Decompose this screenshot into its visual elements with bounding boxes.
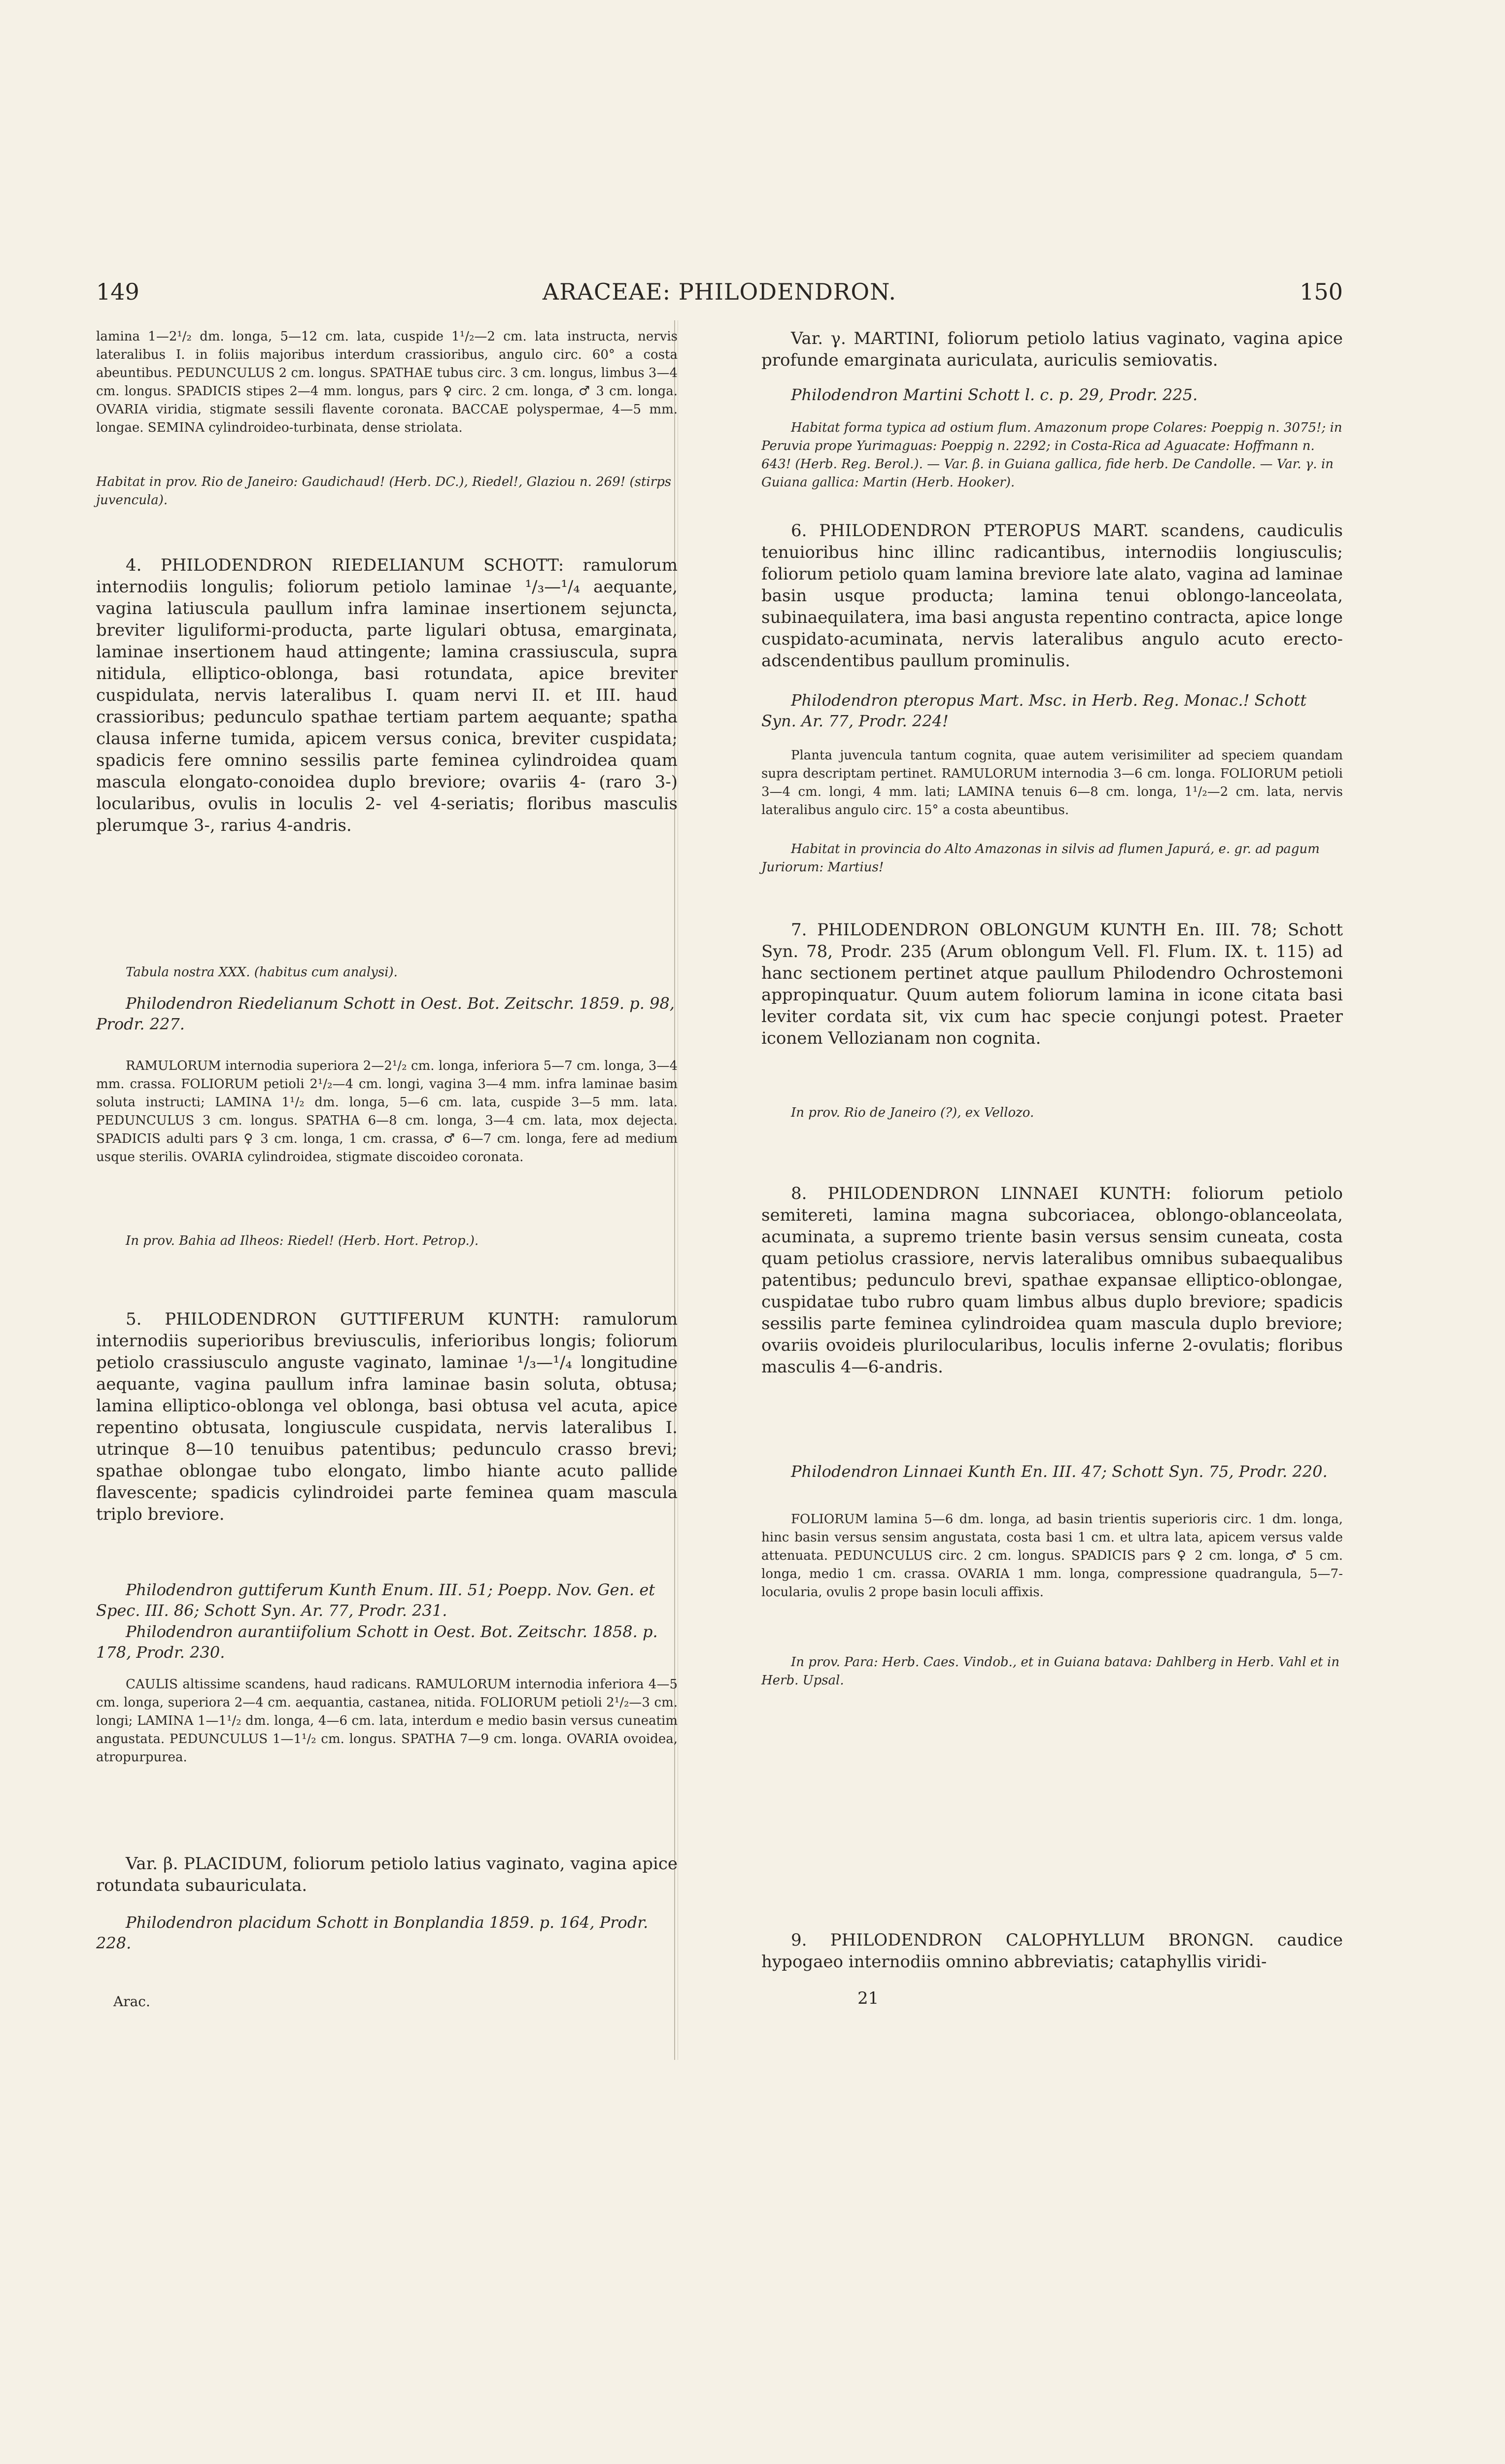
measurements-linnaei: FOLIORUM lamina 5—6 dm. longa, ad basin trientis superioris circ. 1 dm. longa, hinc basin versus sensim angustata, costa basi 1 cm. et ultra lata, apicem versus valde attenuata. PEDUNCULUS circ. 2 cm. longus. SPADICIS pars ♀ 2 cm. longa, ♂ 5 cm. longa, medio 1 cm. crassa. OVARIA 1 mm. longa, compressione quadrangula, 5—7-locularia, ovulis 2 prope basin loculi affixis. <box>761 1512 1343 1600</box>
signature-number: 21 <box>857 1988 879 2008</box>
synonym-citation-linnaei: Philodendron Linnaei Kunth En. III. 47; Schott Syn. 75, Prodr. 220. <box>791 1462 1328 1481</box>
synonym-citation-pteropus: Philodendron pteropus Mart. Msc. in Herb. Reg. Monac.! Schott Syn. Ar. 77, Prodr. 224! <box>761 691 1307 730</box>
measurements: RAMULORUM internodia superiora 2—2¹/₂ cm. longa, inferiora 5—7 cm. longa, 3—4 mm. crassa. FOLIORUM petioli 2¹/₂—4 cm. longi, vagina 3—4 mm. infra laminae basim soluta instructi; LAMINA 1¹/₂ dm. longa, 5—6 cm. lata, cuspide 3—5 mm. lata. PEDUNCULUS 3 cm. longus. SPATHA 6—8 cm. longa, 3—4 cm. lata, mox dejecta. SPADICIS adulti pars ♀ 3 cm. longa, 1 cm. crassa, ♂ 6—7 cm. longa, fere ad medium usque sterilis. OVARIA cylindroidea, stigmate discoideo coronata. <box>96 1059 678 1164</box>
synonym-citation-guttiferum: Philodendron guttiferum Kunth Enum. III. 51; Poepp. Nov. Gen. et Spec. III. 86; Schott Syn. Ar. 77, Prodr. 231. <box>96 1580 655 1620</box>
habitat-note-guttiferum: Habitat forma typica ad ostium flum. Amazonum prope Colares: Poeppig n. 3075!; in Peruvia prope Yurimaguas: Poeppig n. 2292; in Costa-Rica ad Aguacate: Hoffmann n. 643! (Herb. Reg. Berol.). — Var. β. in Guiana gallica, fide herb. De Candolle. — Var. γ. in Guiana gallica: Martin (Herb. Hooker). <box>761 420 1342 490</box>
species-4-description: 4. PHILODENDRON RIEDELIANUM SCHOTT: ramulorum internodiis longulis; foliorum petiolo laminae ¹/₃—¹/₄ aequante, vagina latiuscula paullum infra laminae insertionem sejuncta, breviter liguliformi-producta, parte ligulari obtusa, emarginata, laminae insertionem haud attingente; lamina crassiuscula, supra nitidula, elliptico-oblonga, basi rotundata, apice breviter cuspidulata, nervis lateralibus I. quam nervi II. et III. haud crassioribus; pedunculo spathae tertiam partem aequante; spatha clausa inferne tumida, apicem versus conica, breviter cuspidata; spadicis fere omnino sessilis parte feminea cylindroidea quam mascula elongato-conoidea duplo breviore; ovariis 4- (raro 3-) locularibus, ovulis in loculis 2- vel 4-seriatis; floribus masculis plerumque 3-, rarius 4-andris. <box>96 555 678 835</box>
measurements-guttiferum: CAULIS altissime scandens, haud radicans. RAMULORUM internodia inferiora 4—5 cm. longa, superiora 2—4 cm. aequantia, castanea, nitida. FOLIORUM petioli 2¹/₂—3 cm. longi; LAMINA 1—1¹/₂ dm. longa, 4—6 cm. lata, interdum e medio basin versus cuneatim angustata. PEDUNCULUS 1—1¹/₂ cm. longus. SPATHA 7—9 cm. longa. OVARIA ovoidea, atropurpurea. <box>96 1677 678 1765</box>
synonym-citation-aurantiifolium: Philodendron aurantiifolium Schott in Oest. Bot. Zeitschr. 1858. p. 178, Prodr. 230. <box>96 1622 658 1662</box>
species-7-description: 7. PHILODENDRON OBLONGUM KUNTH En. III. 78; Schott Syn. 78, Prodr. 235 (Arum oblongum Vell. Fl. Flum. IX. t. 115) ad hanc sectionem pertinet atque paullum Philodendro Ochrostemoni appropinquatur. Quum autem foliorum lamina in icone citata basi leviter cordata sit, vix cum hac specie conjungi potest. Praeter iconem Vellozianam non cognita. <box>761 920 1343 1048</box>
locality-linnaei: In prov. Para: Herb. Caes. Vindob., et in Guiana batava: Dahlberg in Herb. Vahl et in Herb. Upsal. <box>761 1655 1340 1688</box>
page-number-right: 150 <box>1300 278 1343 305</box>
species-8-description: 8. PHILODENDRON LINNAEI KUNTH: foliorum petiolo semitereti, lamina magna subcoriacea, oblongo-oblanceolata, acuminata, a supremo triente basin versus sensim cuneata, costa quam petiolus crassiore, nervis lateralibus omnibus subaequalibus patentibus; pedunculo brevi, spathae expansae elliptico-oblongae, cuspidatae tubo rubro quam limbus albus duplo breviore; spadicis sessilis parte feminea cylindroidea quam mascula duplo breviore; ovariis ovoideis plurilocularibus, loculis inferne 2-ovulatis; floribus masculis 4—6-andris. <box>761 1184 1343 1377</box>
description-continued: lamina 1—2¹/₂ dm. longa, 5—12 cm. lata, cuspide 1¹/₂—2 cm. lata instructa, nervis lateralibus I. in foliis majoribus interdum crassioribus, angulo circ. 60° a costa abeuntibus. PEDUNCULUS 2 cm. longus. SPATHAE tubus circ. 3 cm. longus, limbus 3—4 cm. longus. SPADICIS stipes 2—4 mm. longus, pars ♀ circ. 2 cm. longa, ♂ 3 cm. longa. OVARIA viridia, stigmate sessili flavente coronata. BACCAE polyspermae, 4—5 mm. longae. SEMINA cylindroideo-turbinata, dense striolata. <box>96 329 678 435</box>
measurements-pteropus: Planta juvencula tantum cognita, quae autem verisimiliter ad speciem quandam supra descriptam pertinet. RAMULORUM internodia 3—6 cm. longa. FOLIORUM petioli 3—4 cm. longi, 4 mm. lati; LAMINA tenuis 6—8 cm. longa, 1¹/₂—2 cm. lata, nervis lateralibus angulo circ. 15° a costa abeuntibus. <box>761 748 1343 818</box>
page-number-left: 149 <box>96 278 139 305</box>
synonym-citation-placidum: Philodendron placidum Schott in Bonplandia 1859. p. 164, Prodr. 228. <box>96 1913 649 1952</box>
species-6-description: 6. PHILODENDRON PTEROPUS MART. scandens, caudiculis tenuioribus hinc illinc radicantibus, internodiis longiusculis; foliorum petiolo quam lamina breviore late alato, vagina ad laminae basin usque producta; lamina tenui oblongo-lanceolata, subinaequilatera, ima basi angusta repentino contracta, apice longe cuspidato-acuminata, nervis lateralibus angulo acuto erecto-adscendentibus paullum prominulis. <box>761 521 1343 671</box>
locality: In prov. Bahia ad Ilheos: Riedel! (Herb. Hort. Petrop.). <box>126 1233 479 1248</box>
variety-beta: Var. β. PLACIDUM, foliorum petiolo latius vaginato, vagina apice rotundata subauriculata. <box>96 1854 678 1895</box>
species-5-description: 5. PHILODENDRON GUTTIFERUM KUNTH: ramulorum internodiis superioribus breviusculis, inferioribus longis; foliorum petiolo crassiusculo anguste vaginato, laminae ¹/₃—¹/₄ longitudine aequante, vagina paullum infra laminae basin soluta, obtusa; lamina elliptico-oblonga vel oblonga, basi obtusa vel acuta, apice repentino obtusata, longiuscule cuspidata, nervis lateralibus I. utrinque 8—10 tenuibus patentibus; pedunculo crasso brevi; spathae oblongae tubo elongato, limbo hiante acuto pallide flavescente; spadicis cylindroidei parte feminea quam mascula triplo breviore. <box>96 1309 678 1524</box>
habitat-pteropus: Habitat in provincia do Alto Amazonas in silvis ad flumen Japurá, e. gr. ad pagum Juriorum: Martius! <box>761 842 1320 875</box>
plate-reference: Tabula nostra XXX. (habitus cum analysi). <box>126 965 398 980</box>
running-title: ARACEAE: PHILODENDRON. <box>542 278 897 305</box>
habitat-note: Habitat in prov. Rio de Janeiro: Gaudichaud! (Herb. DC.), Riedel!, Glaziou n. 269! (stirps juvencula). <box>96 475 672 508</box>
running-header <box>96 278 1343 308</box>
species-9-description: 9. PHILODENDRON CALOPHYLLUM BRONGN. caudice hypogaeo internodiis omnino abbreviatis; cataphyllis viridi- <box>761 1930 1343 1972</box>
synonym-citation-martini: Philodendron Martini Schott l. c. p. 29, Prodr. 225. <box>791 385 1198 404</box>
variety-gamma: Var. γ. MARTINI, foliorum petiolo latius vaginato, vagina apice profunde emarginata auriculata, auriculis semiovatis. <box>761 329 1343 370</box>
signature-mark: Arac. <box>113 1993 150 2010</box>
synonym-citation: Philodendron Riedelianum Schott in Oest. Bot. Zeitschr. 1859. p. 98, Prodr. 227. <box>96 994 675 1033</box>
locality-oblongum: In prov. Rio de Janeiro (?), ex Vellozo. <box>791 1105 1034 1120</box>
